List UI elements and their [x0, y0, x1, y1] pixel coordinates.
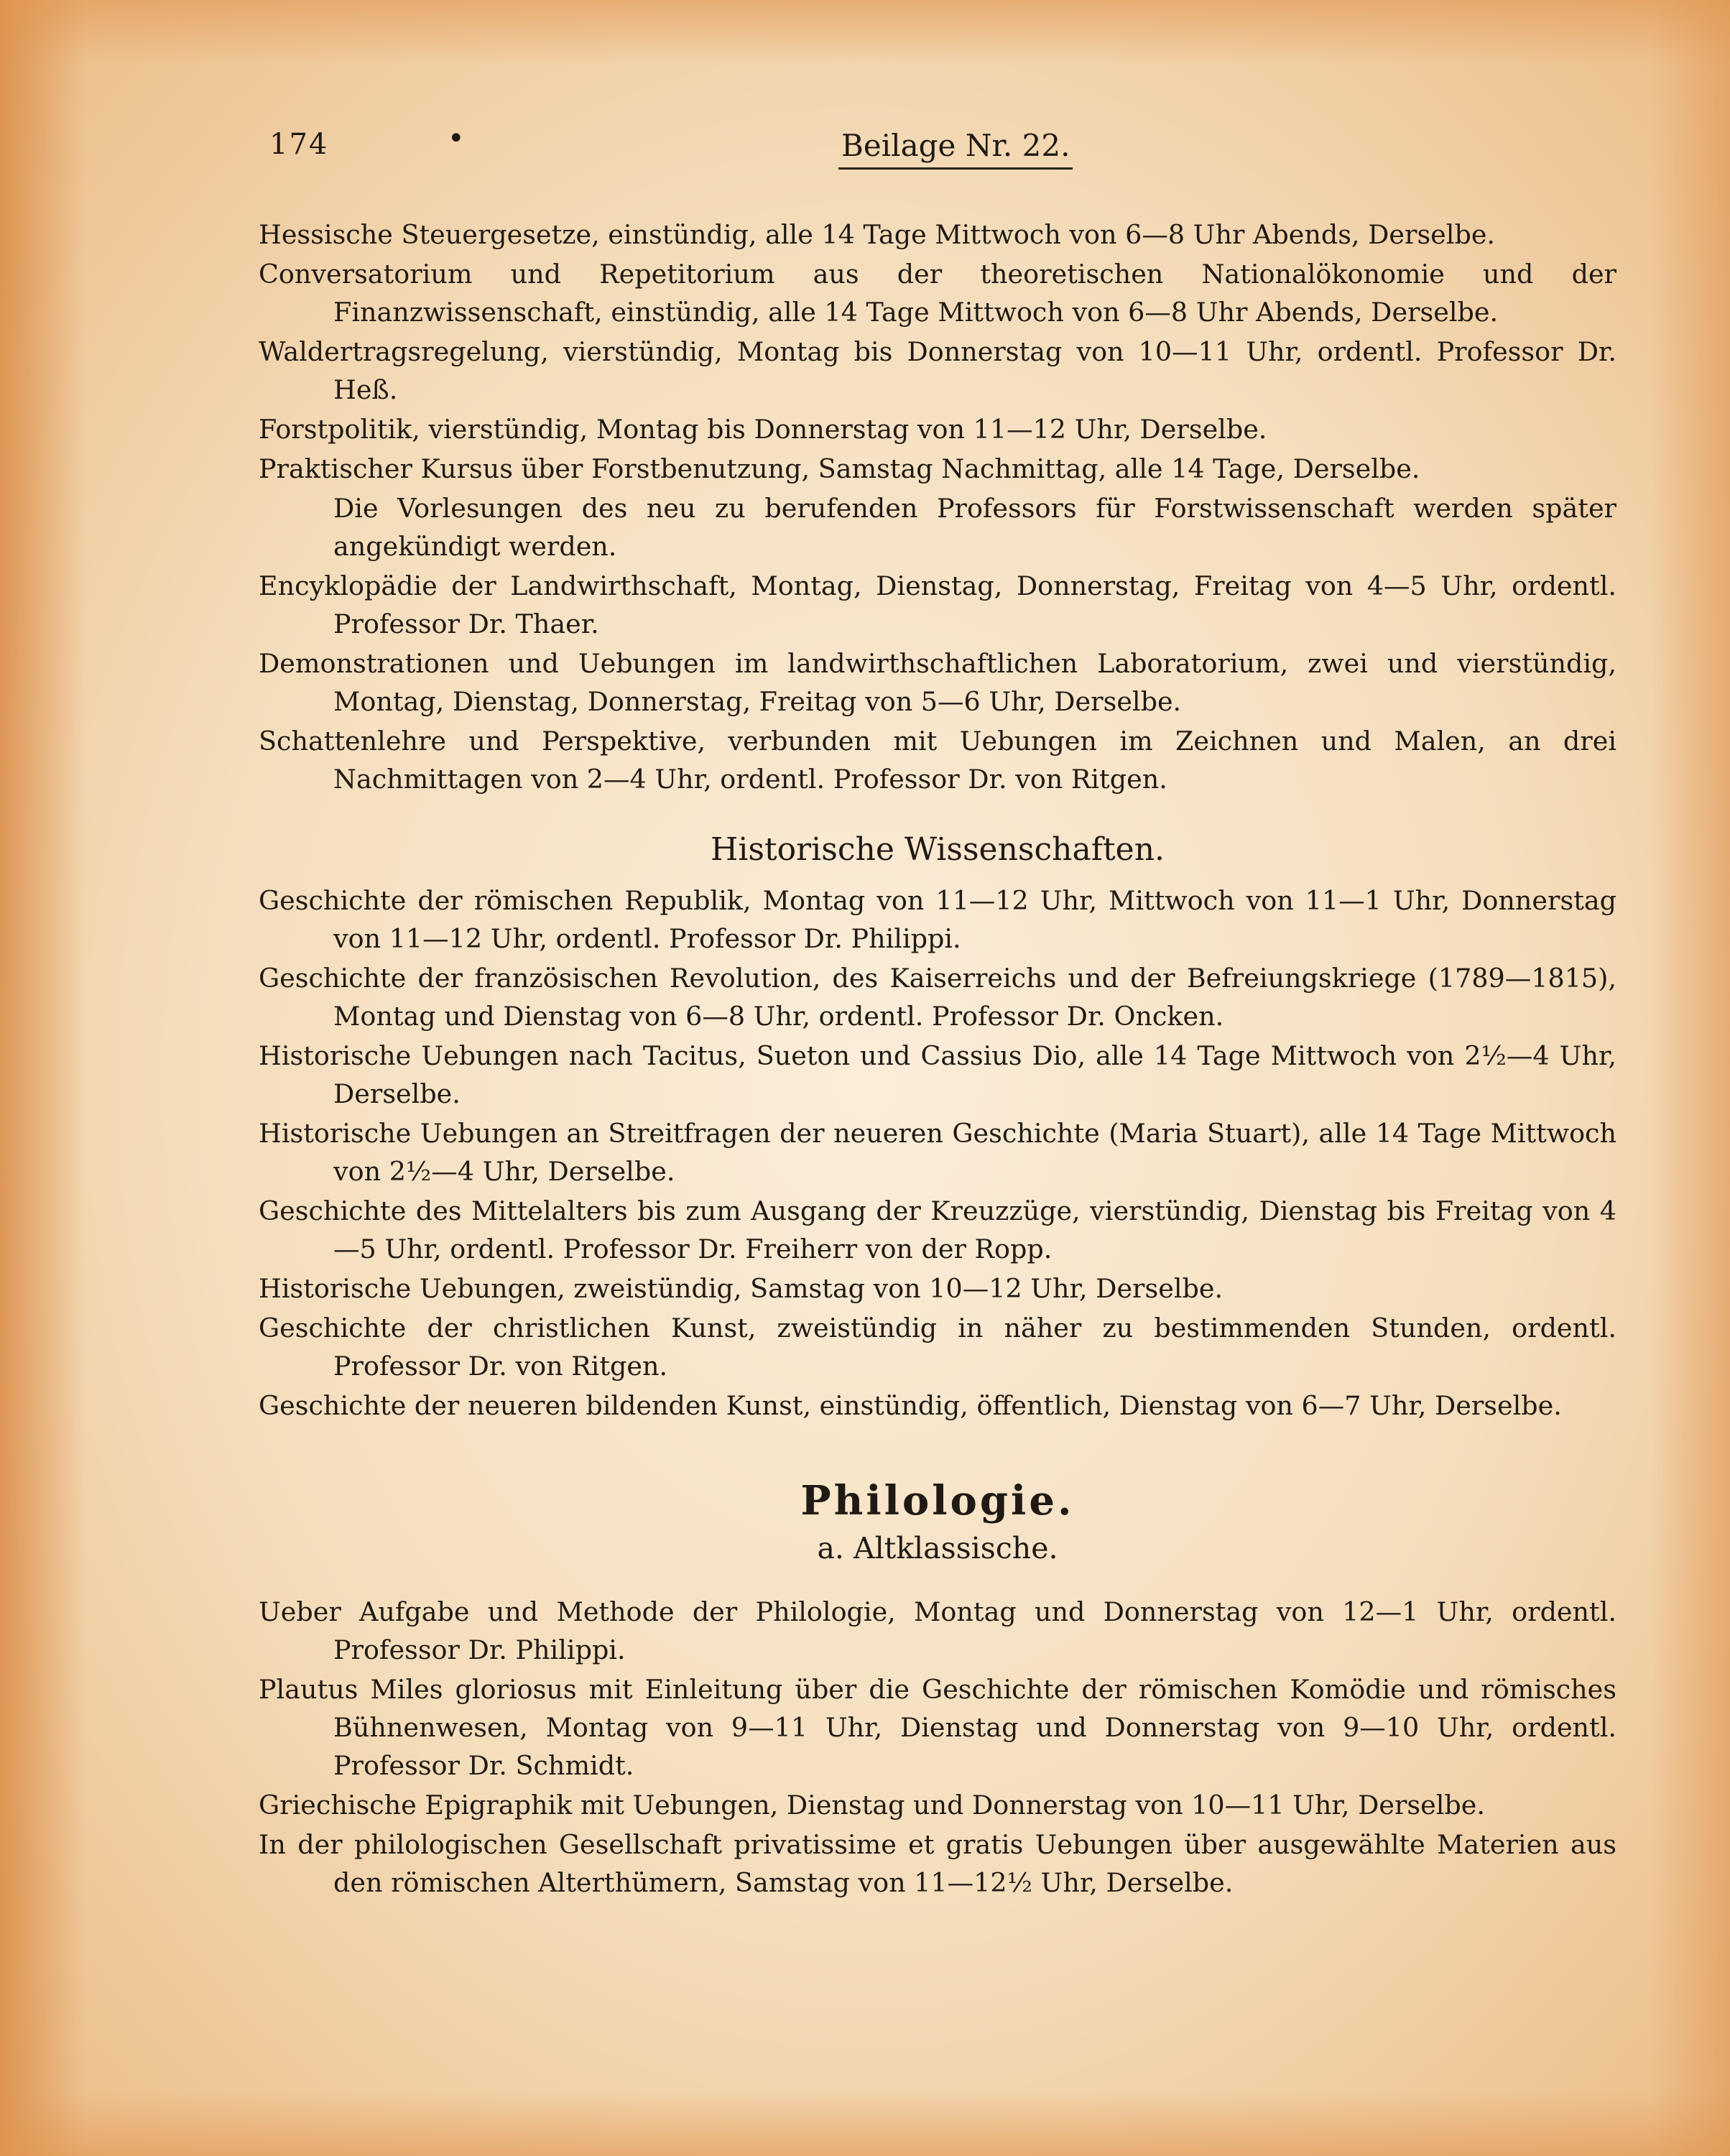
running-title: Beilage Nr. 22. [838, 128, 1073, 170]
course-entry: Geschichte des Mittelalters bis zum Ausgang der Kreuzzüge, vierstündig, Dienstag bis Freitag von 4—5 Uhr, ordentl. Professor Dr. Freiherr von der Ropp. [259, 1195, 1616, 1264]
paper-stain-left [0, 0, 86, 2156]
course-entry: Historische Uebungen nach Tacitus, Sueton und Cassius Dio, alle 14 Tage Mittwoch von 2½—4 Uhr, Derselbe. [259, 1040, 1616, 1109]
paper-stain-right [1651, 0, 1730, 2156]
course-entry: Plautus Miles gloriosus mit Einleitung über die Geschichte der römischen Komödie und römisches Bühnenwesen, Montag von 9—11 Uhr, Dienstag und Donnerstag von 9—10 Uhr, ordentl. Professor Dr. Schmidt. [259, 1674, 1616, 1781]
course-entry: Encyklopädie der Landwirthschaft, Montag, Dienstag, Donnerstag, Freitag von 4—5 Uhr, ordentl. Professor Dr. Thaer. [259, 570, 1616, 639]
paper-stain-bottom [0, 2091, 1730, 2156]
course-entry: Historische Uebungen, zweistündig, Samstag von 10—12 Uhr, Derselbe. [259, 1273, 1224, 1304]
section-heading-philology: Philologie. [800, 1477, 1075, 1525]
subheading-altklassische: a. Altklassische. [817, 1531, 1058, 1565]
page-content [259, 216, 1616, 1903]
course-entry: In der philologischen Gesellschaft privatissime et gratis Uebungen über ausgewählte Materien aus den römischen Alterthümern, Samstag von 11—12½ Uhr, Derselbe. [259, 1829, 1616, 1898]
course-entry: Praktischer Kursus über Forstbenutzung, Samstag Nachmittag, alle 14 Tage, Derselbe. [259, 453, 1420, 484]
course-entry: Griechische Epigraphik mit Uebungen, Dienstag und Donnerstag von 10—11 Uhr, Derselbe. [259, 1790, 1485, 1820]
course-entry: Schattenlehre und Perspektive, verbunden mit Uebungen im Zeichnen und Malen, an drei Nachmittagen von 2—4 Uhr, ordentl. Professor Dr. von Ritgen. [259, 726, 1616, 795]
course-entry: Waldertragsregelung, vierstündig, Montag bis Donnerstag von 10—11 Uhr, ordentl. Professor Dr. Heß. [259, 336, 1616, 405]
section-heading-historical: Historische Wissenschaften. [710, 831, 1165, 868]
course-entry: Geschichte der französischen Revolution, des Kaiserreichs und der Befreiungskriege (1789—1815), Montag und Dienstag von 6—8 Uhr, ordentl. Professor Dr. Oncken. [259, 963, 1616, 1032]
page-number: 174 [269, 128, 329, 161]
course-entry: Conversatorium und Repetitorium aus der theoretischen Nationalökonomie und der Finanzwissenschaft, einstündig, alle 14 Tage Mittwoch von 6—8 Uhr Abends, Derselbe. [259, 259, 1616, 328]
course-entry: Demonstrationen und Uebungen im landwirthschaftlichen Laboratorium, zwei und vierstündig, Montag, Dienstag, Donnerstag, Freitag von 5—6 Uhr, Derselbe. [259, 648, 1616, 717]
course-entry: Ueber Aufgabe und Methode der Philologie, Montag und Donnerstag von 12—1 Uhr, ordentl. Professor Dr. Philippi. [259, 1596, 1616, 1665]
paper-stain-top [0, 0, 1730, 65]
course-entry: Hessische Steuergesetze, einstündig, alle 14 Tage Mittwoch von 6—8 Uhr Abends, Derselbe. [259, 219, 1496, 250]
course-entry: Geschichte der römischen Republik, Montag von 11—12 Uhr, Mittwoch von 11—1 Uhr, Donnerstag von 11—12 Uhr, ordentl. Professor Dr. Philippi. [259, 885, 1616, 954]
course-entry: Geschichte der neueren bildenden Kunst, einstündig, öffentlich, Dienstag von 6—7 Uhr, Derselbe. [259, 1390, 1562, 1421]
page-header [269, 122, 1620, 178]
course-entry: Geschichte der christlichen Kunst, zweistündig in näher zu bestimmenden Stunden, ordentl. Professor Dr. von Ritgen. [259, 1313, 1616, 1382]
forestry-note: Die Vorlesungen des neu zu berufenden Professors für Forstwissenschaft werden später angekündigt werden. [333, 493, 1616, 562]
course-entry: Historische Uebungen an Streitfragen der neueren Geschichte (Maria Stuart), alle 14 Tage Mittwoch von 2½—4 Uhr, Derselbe. [259, 1118, 1616, 1187]
course-entry: Forstpolitik, vierstündig, Montag bis Donnerstag von 11—12 Uhr, Derselbe. [259, 414, 1267, 445]
header-dot: • [448, 122, 465, 155]
